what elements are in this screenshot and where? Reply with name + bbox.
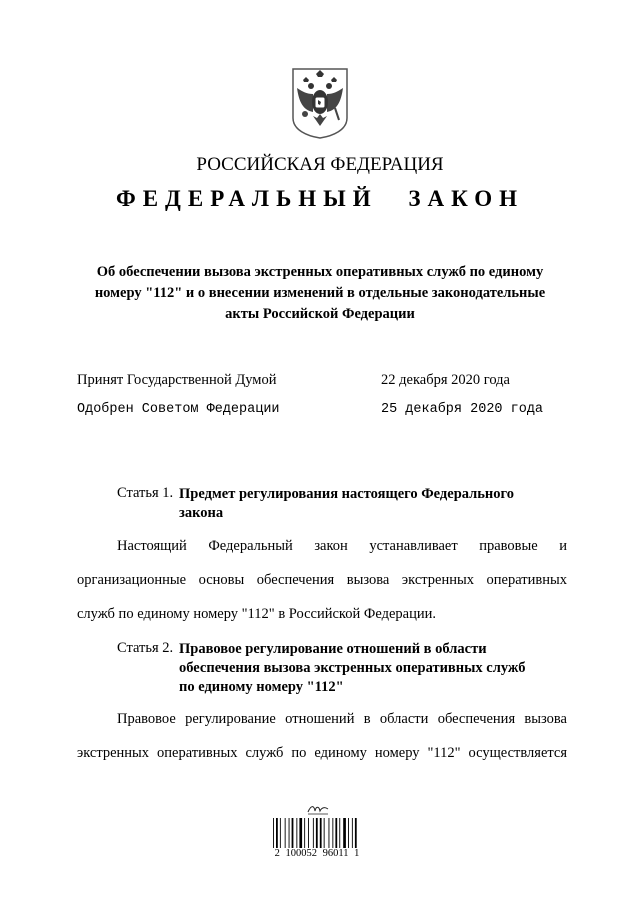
adopted-by-duma-date: 22 декабря 2020 года xyxy=(381,372,510,388)
article-1-title-line: закона xyxy=(179,505,224,521)
article-1-title-line: Предмет регулирования настоящего Федерального xyxy=(179,486,515,502)
article-2-title-line: по единому номеру "112" xyxy=(179,679,344,695)
article-1-text-line: организационные основы обеспечения вызова экстренных оперативных xyxy=(77,572,567,588)
article-2-number: Статья 2. xyxy=(117,640,174,656)
handwritten-mark-icon xyxy=(307,803,329,815)
approved-by-council-label: Одобрен Советом Федерации xyxy=(77,402,280,417)
country-heading: РОССИЙСКАЯ ФЕДЕРАЦИЯ xyxy=(196,154,444,175)
law-type-heading: ФЕДЕРАЛЬНЫЙ ЗАКОН xyxy=(115,186,525,211)
article-2-text-line: Правовое регулирование отношений в области обеспечения вызова xyxy=(117,711,567,727)
law-title-line: акты Российской Федерации xyxy=(225,306,415,322)
law-title xyxy=(70,262,570,325)
law-title-line: номеру "112" и о внесении изменений в отдельные законодательные xyxy=(94,285,546,301)
article-2-title-line: Правовое регулирование отношений в области xyxy=(179,641,487,657)
coat-of-arms-icon xyxy=(289,66,351,140)
article-2-text-line: экстренных оперативных служб по единому номеру "112" осуществляется xyxy=(77,745,567,761)
adopted-by-duma-label: Принят Государственной Думой xyxy=(77,372,277,388)
article-1-text-line: служб по единому номеру "112" в Российской Федерации. xyxy=(77,606,436,622)
article-1-number: Статья 1. xyxy=(117,485,174,501)
article-1-text-line: Настоящий Федеральный закон устанавливает правовые и xyxy=(117,538,567,554)
article-2-title xyxy=(179,640,559,697)
article-2-title-line: обеспечения вызова экстренных оперативных служб xyxy=(179,660,526,676)
article-1-title xyxy=(179,485,559,523)
barcode-number: 2 100052 96011 1 xyxy=(274,848,360,859)
law-title-line: Об обеспечении вызова экстренных оперативных служб по единому xyxy=(96,264,544,280)
barcode-icon xyxy=(272,818,358,848)
approved-by-council-date: 25 декабря 2020 года xyxy=(381,402,544,417)
